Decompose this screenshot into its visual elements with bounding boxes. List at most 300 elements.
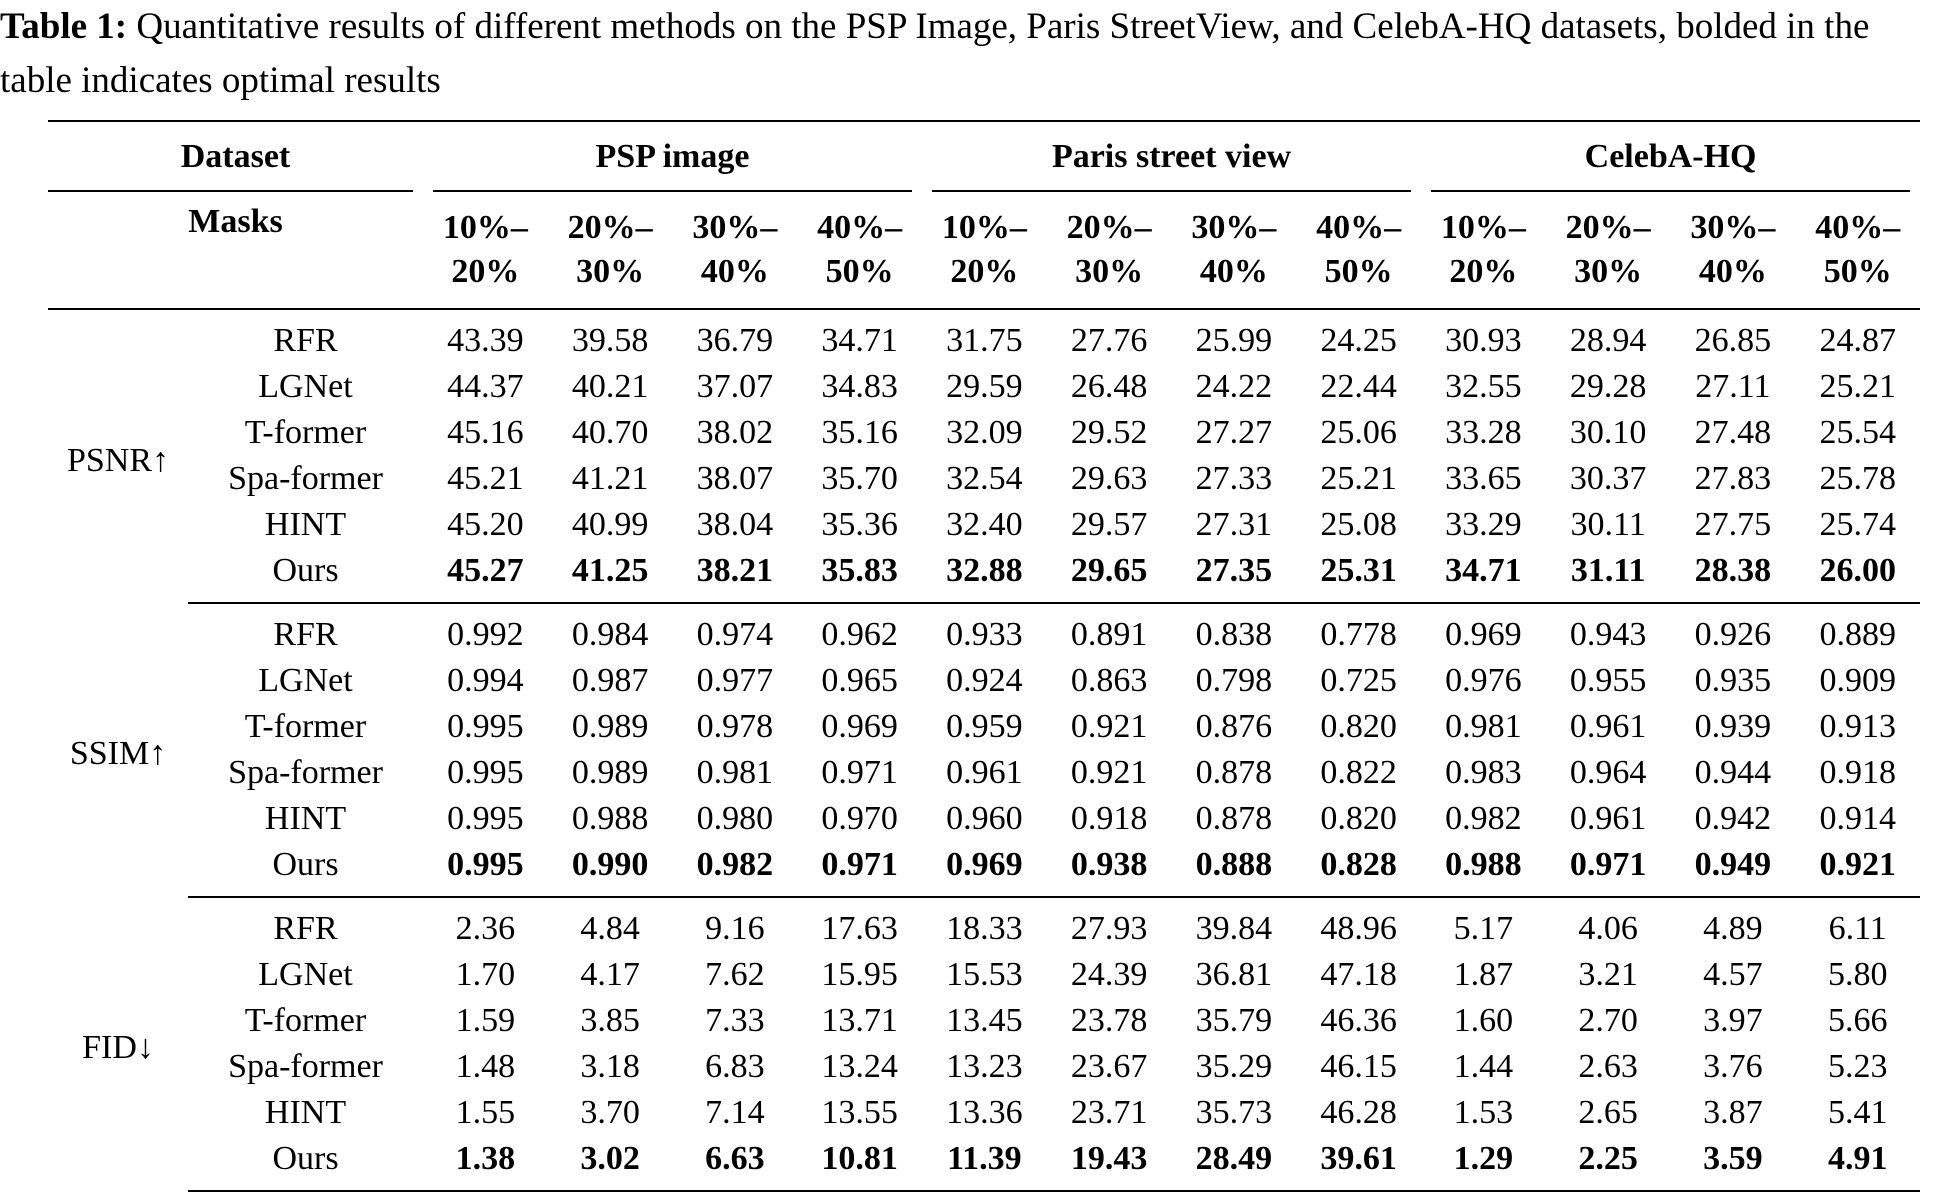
value-cell: 3.18 bbox=[580, 1048, 640, 1085]
mask-range-bottom: 30% bbox=[1574, 253, 1643, 290]
value-cell: 27.76 bbox=[1070, 322, 1148, 359]
dataset-name: CelebA-HQ bbox=[1584, 138, 1757, 175]
mask-range-bottom: 40% bbox=[1698, 253, 1767, 290]
value-cell: 0.982 bbox=[1445, 800, 1522, 837]
mask-range-header bbox=[1172, 192, 1297, 309]
dataset-header-row bbox=[48, 121, 1920, 192]
value-cell: 35.29 bbox=[1195, 1048, 1273, 1085]
value-cell: 0.913 bbox=[1819, 708, 1896, 745]
value-cell: 33.29 bbox=[1445, 506, 1522, 543]
mask-range-header bbox=[1671, 192, 1796, 309]
mask-range-top: 30%– bbox=[1191, 209, 1277, 246]
value-cell: 38.21 bbox=[673, 548, 798, 603]
value-cell: 36.79 bbox=[696, 322, 774, 359]
value-cell: 0.981 bbox=[696, 754, 774, 791]
value-cell: 0.924 bbox=[946, 662, 1023, 699]
value-cell: 0.961 bbox=[1569, 708, 1647, 745]
dataset-header-psp bbox=[423, 121, 922, 192]
value-cell: 25.99 bbox=[1195, 322, 1273, 359]
value-cell: 0.820 bbox=[1320, 800, 1397, 837]
value-cell: 0.976 bbox=[1445, 662, 1522, 699]
method-name: LGNet bbox=[258, 956, 353, 993]
method-name: T-former bbox=[244, 414, 367, 451]
method-name: RFR bbox=[273, 322, 338, 359]
mask-range-top: 10%– bbox=[442, 209, 528, 246]
value-cell: 0.984 bbox=[571, 616, 649, 653]
value-cell: 30.93 bbox=[1445, 322, 1522, 359]
mask-range-header bbox=[797, 192, 922, 309]
mask-range-top: 20%– bbox=[1565, 209, 1651, 246]
mask-range-header bbox=[423, 192, 548, 309]
value-cell: 0.828 bbox=[1296, 842, 1421, 897]
value-cell: 27.33 bbox=[1195, 460, 1273, 497]
method-name: LGNet bbox=[258, 662, 353, 699]
value-cell: 35.16 bbox=[821, 414, 898, 451]
mask-range-top: 40%– bbox=[817, 209, 903, 246]
value-cell: 0.943 bbox=[1569, 616, 1647, 653]
value-cell: 3.76 bbox=[1703, 1048, 1763, 1085]
value-cell: 15.53 bbox=[946, 956, 1023, 993]
value-cell: 3.70 bbox=[580, 1094, 640, 1131]
value-cell: 0.995 bbox=[423, 842, 548, 897]
value-cell: 0.971 bbox=[821, 754, 898, 791]
table-row bbox=[48, 704, 1920, 750]
masks-header: Masks bbox=[48, 192, 423, 309]
value-cell: 23.78 bbox=[1070, 1002, 1148, 1039]
value-cell: 1.38 bbox=[423, 1136, 548, 1191]
mask-range-top: 30%– bbox=[1690, 209, 1776, 246]
value-cell: 4.91 bbox=[1795, 1136, 1920, 1191]
table-row bbox=[48, 952, 1920, 998]
value-cell: 3.02 bbox=[548, 1136, 673, 1191]
value-cell: 9.16 bbox=[705, 910, 765, 947]
method-name: LGNet bbox=[258, 368, 353, 405]
mask-range-header bbox=[548, 192, 673, 309]
value-cell: 35.79 bbox=[1195, 1002, 1273, 1039]
value-cell: 29.65 bbox=[1047, 548, 1172, 603]
mask-range-top: 20%– bbox=[567, 209, 653, 246]
value-cell: 0.822 bbox=[1320, 754, 1397, 791]
value-cell: 19.43 bbox=[1047, 1136, 1172, 1191]
dataset-header-paris bbox=[922, 121, 1421, 192]
value-cell: 0.918 bbox=[1819, 754, 1896, 791]
value-cell: 34.71 bbox=[1421, 548, 1546, 603]
dataset-name: PSP image bbox=[595, 138, 750, 175]
value-cell: 0.889 bbox=[1819, 616, 1896, 653]
table-row bbox=[48, 309, 1920, 364]
value-cell: 0.995 bbox=[447, 708, 524, 745]
value-cell: 0.725 bbox=[1320, 662, 1397, 699]
value-cell: 24.87 bbox=[1819, 322, 1896, 359]
value-cell: 0.926 bbox=[1694, 616, 1772, 653]
value-cell: 43.39 bbox=[447, 322, 524, 359]
mask-range-header bbox=[1546, 192, 1671, 309]
value-cell: 0.969 bbox=[922, 842, 1047, 897]
value-cell: 7.14 bbox=[705, 1094, 765, 1131]
value-cell: 0.939 bbox=[1694, 708, 1772, 745]
value-cell: 25.08 bbox=[1320, 506, 1397, 543]
table-row bbox=[48, 410, 1920, 456]
value-cell: 3.97 bbox=[1703, 1002, 1763, 1039]
value-cell: 0.994 bbox=[447, 662, 524, 699]
value-cell: 26.48 bbox=[1070, 368, 1148, 405]
value-cell: 0.933 bbox=[946, 616, 1023, 653]
mask-range-bottom: 50% bbox=[1823, 253, 1892, 290]
value-cell: 31.75 bbox=[946, 322, 1023, 359]
value-cell: 3.87 bbox=[1703, 1094, 1763, 1131]
table-row bbox=[48, 897, 1920, 952]
value-cell: 1.87 bbox=[1453, 956, 1514, 993]
value-cell: 0.962 bbox=[821, 616, 898, 653]
value-cell: 40.70 bbox=[571, 414, 649, 451]
method-name: Ours bbox=[188, 842, 423, 897]
mask-range-bottom: 30% bbox=[1075, 253, 1144, 290]
value-cell: 33.28 bbox=[1445, 414, 1522, 451]
table-row bbox=[48, 750, 1920, 796]
value-cell: 0.992 bbox=[447, 616, 524, 653]
value-cell: 25.06 bbox=[1320, 414, 1397, 451]
value-cell: 0.969 bbox=[1445, 616, 1522, 653]
value-cell: 0.949 bbox=[1671, 842, 1796, 897]
value-cell: 13.24 bbox=[821, 1048, 898, 1085]
value-cell: 0.989 bbox=[571, 754, 649, 791]
value-cell: 25.31 bbox=[1296, 548, 1421, 603]
mask-range-header bbox=[1047, 192, 1172, 309]
value-cell: 0.977 bbox=[696, 662, 774, 699]
value-cell: 1.70 bbox=[455, 956, 516, 993]
mask-range-header bbox=[922, 192, 1047, 309]
value-cell: 3.85 bbox=[580, 1002, 640, 1039]
method-name: RFR bbox=[273, 910, 338, 947]
value-cell: 0.891 bbox=[1070, 616, 1148, 653]
dataset-name: Paris street view bbox=[1051, 138, 1292, 175]
value-cell: 13.45 bbox=[946, 1002, 1023, 1039]
value-cell: 24.22 bbox=[1195, 368, 1273, 405]
value-cell: 40.21 bbox=[571, 368, 649, 405]
value-cell: 0.888 bbox=[1172, 842, 1297, 897]
value-cell: 1.53 bbox=[1453, 1094, 1514, 1131]
value-cell: 0.961 bbox=[1569, 800, 1647, 837]
value-cell: 27.11 bbox=[1695, 368, 1771, 405]
value-cell: 2.70 bbox=[1578, 1002, 1638, 1039]
method-name: HINT bbox=[264, 1094, 347, 1131]
value-cell: 3.21 bbox=[1578, 956, 1638, 993]
table-row bbox=[48, 1090, 1920, 1136]
value-cell: 4.06 bbox=[1578, 910, 1638, 947]
value-cell: 41.25 bbox=[548, 548, 673, 603]
value-cell: 30.37 bbox=[1569, 460, 1647, 497]
mask-range-top: 30%– bbox=[692, 209, 778, 246]
value-cell: 44.37 bbox=[447, 368, 524, 405]
value-cell: 22.44 bbox=[1320, 368, 1397, 405]
value-cell: 46.15 bbox=[1320, 1048, 1397, 1085]
value-cell: 29.59 bbox=[946, 368, 1023, 405]
value-cell: 38.07 bbox=[696, 460, 774, 497]
value-cell: 0.988 bbox=[1421, 842, 1546, 897]
value-cell: 17.63 bbox=[821, 910, 898, 947]
value-cell: 0.974 bbox=[696, 616, 774, 653]
value-cell: 0.838 bbox=[1195, 616, 1273, 653]
method-name: RFR bbox=[273, 616, 338, 653]
mask-range-bottom: 20% bbox=[1449, 253, 1518, 290]
value-cell: 25.21 bbox=[1819, 368, 1896, 405]
value-cell: 0.978 bbox=[696, 708, 774, 745]
value-cell: 27.31 bbox=[1195, 506, 1273, 543]
value-cell: 37.07 bbox=[696, 368, 774, 405]
value-cell: 1.60 bbox=[1453, 1002, 1514, 1039]
value-cell: 0.876 bbox=[1195, 708, 1273, 745]
value-cell: 34.71 bbox=[821, 322, 898, 359]
value-cell: 28.94 bbox=[1569, 322, 1647, 359]
value-cell: 0.863 bbox=[1070, 662, 1148, 699]
mask-range-header bbox=[673, 192, 798, 309]
method-name: Ours bbox=[188, 548, 423, 603]
value-cell: 32.40 bbox=[946, 506, 1023, 543]
value-cell: 0.971 bbox=[1546, 842, 1671, 897]
value-cell: 33.65 bbox=[1445, 460, 1522, 497]
value-cell: 0.990 bbox=[548, 842, 673, 897]
value-cell: 11.39 bbox=[922, 1136, 1047, 1191]
value-cell: 0.983 bbox=[1445, 754, 1522, 791]
value-cell: 26.85 bbox=[1694, 322, 1772, 359]
value-cell: 30.11 bbox=[1570, 506, 1646, 543]
metric-label: SSIM↑ bbox=[69, 735, 167, 772]
value-cell: 5.80 bbox=[1827, 956, 1888, 993]
value-cell: 0.988 bbox=[571, 800, 649, 837]
value-cell: 0.995 bbox=[447, 754, 524, 791]
method-name: HINT bbox=[264, 506, 347, 543]
value-cell: 26.00 bbox=[1795, 548, 1920, 603]
value-cell: 25.54 bbox=[1819, 414, 1896, 451]
value-cell: 0.971 bbox=[797, 842, 922, 897]
value-cell: 45.27 bbox=[423, 548, 548, 603]
method-name: T-former bbox=[244, 708, 367, 745]
value-cell: 0.964 bbox=[1569, 754, 1647, 791]
table-caption bbox=[0, 0, 1950, 108]
value-cell: 27.75 bbox=[1694, 506, 1772, 543]
value-cell: 3.59 bbox=[1671, 1136, 1796, 1191]
value-cell: 36.81 bbox=[1195, 956, 1273, 993]
method-name: Spa-former bbox=[228, 754, 383, 791]
value-cell: 25.78 bbox=[1819, 460, 1896, 497]
mask-range-bottom: 20% bbox=[451, 253, 520, 290]
value-cell: 0.798 bbox=[1195, 662, 1273, 699]
method-name: Spa-former bbox=[228, 1048, 383, 1085]
value-cell: 23.67 bbox=[1070, 1048, 1148, 1085]
value-cell: 0.961 bbox=[946, 754, 1023, 791]
value-cell: 13.23 bbox=[946, 1048, 1023, 1085]
value-cell: 0.980 bbox=[696, 800, 774, 837]
value-cell: 39.84 bbox=[1195, 910, 1273, 947]
mask-range-header bbox=[1296, 192, 1421, 309]
value-cell: 31.11 bbox=[1546, 548, 1671, 603]
value-cell: 6.83 bbox=[705, 1048, 765, 1085]
method-name: T-former bbox=[244, 1002, 367, 1039]
value-cell: 7.62 bbox=[705, 956, 765, 993]
value-cell: 0.942 bbox=[1694, 800, 1772, 837]
value-cell: 0.981 bbox=[1445, 708, 1522, 745]
value-cell: 34.83 bbox=[821, 368, 898, 405]
value-cell: 6.11 bbox=[1828, 910, 1887, 947]
table-row bbox=[48, 548, 1920, 603]
value-cell: 27.93 bbox=[1070, 910, 1148, 947]
dataset-header bbox=[48, 121, 423, 192]
value-cell: 29.28 bbox=[1569, 368, 1647, 405]
value-cell: 39.61 bbox=[1296, 1136, 1421, 1191]
method-name: HINT bbox=[264, 800, 347, 837]
value-cell: 32.54 bbox=[946, 460, 1023, 497]
table-row bbox=[48, 796, 1920, 842]
value-cell: 41.21 bbox=[571, 460, 649, 497]
mask-range-header bbox=[1421, 192, 1546, 309]
value-cell: 32.88 bbox=[922, 548, 1047, 603]
caption-text: Quantitative results of different methods on the PSP Image, Paris StreetView, and CelebA-HQ datasets, bolded in the table indicates optimal results bbox=[0, 6, 1870, 101]
mask-range-top: 10%– bbox=[1440, 209, 1526, 246]
value-cell: 0.989 bbox=[571, 708, 649, 745]
value-cell: 0.909 bbox=[1819, 662, 1896, 699]
metric-label: FID↓ bbox=[82, 1029, 154, 1066]
value-cell: 0.944 bbox=[1694, 754, 1772, 791]
mask-range-bottom: 40% bbox=[700, 253, 769, 290]
value-cell: 0.921 bbox=[1070, 708, 1148, 745]
metric-label: PSNR↑ bbox=[66, 441, 170, 479]
value-cell: 30.10 bbox=[1569, 414, 1647, 451]
value-cell: 18.33 bbox=[946, 910, 1023, 947]
value-cell: 32.09 bbox=[946, 414, 1023, 451]
value-cell: 27.48 bbox=[1694, 414, 1772, 451]
value-cell: 0.938 bbox=[1047, 842, 1172, 897]
value-cell: 13.55 bbox=[821, 1094, 898, 1131]
table-row bbox=[48, 998, 1920, 1044]
value-cell: 0.914 bbox=[1819, 800, 1896, 837]
value-cell: 4.84 bbox=[580, 910, 640, 947]
value-cell: 4.17 bbox=[580, 956, 640, 993]
value-cell: 47.18 bbox=[1320, 956, 1397, 993]
value-cell: 5.41 bbox=[1827, 1094, 1888, 1131]
value-cell: 0.969 bbox=[821, 708, 898, 745]
value-cell: 25.21 bbox=[1320, 460, 1397, 497]
value-cell: 24.25 bbox=[1320, 322, 1397, 359]
table-row bbox=[48, 1044, 1920, 1090]
value-cell: 1.59 bbox=[455, 1002, 516, 1039]
value-cell: 0.982 bbox=[673, 842, 798, 897]
table-row bbox=[48, 603, 1920, 658]
value-cell: 0.921 bbox=[1070, 754, 1148, 791]
value-cell: 29.52 bbox=[1070, 414, 1148, 451]
value-cell: 7.33 bbox=[705, 1002, 765, 1039]
table-row bbox=[48, 658, 1920, 704]
value-cell: 0.878 bbox=[1195, 754, 1273, 791]
mask-range-bottom: 50% bbox=[1324, 253, 1393, 290]
value-cell: 4.57 bbox=[1703, 956, 1763, 993]
value-cell: 45.16 bbox=[447, 414, 524, 451]
value-cell: 13.36 bbox=[946, 1094, 1023, 1131]
mask-range-bottom: 40% bbox=[1199, 253, 1268, 290]
value-cell: 5.17 bbox=[1453, 910, 1514, 947]
dataset-label: Dataset bbox=[180, 138, 291, 175]
mask-range-top: 10%– bbox=[941, 209, 1027, 246]
value-cell: 0.970 bbox=[821, 800, 898, 837]
value-cell: 15.95 bbox=[821, 956, 898, 993]
value-cell: 6.63 bbox=[673, 1136, 798, 1191]
value-cell: 27.27 bbox=[1195, 414, 1273, 451]
value-cell: 40.99 bbox=[571, 506, 649, 543]
value-cell: 39.58 bbox=[571, 322, 649, 359]
value-cell: 5.66 bbox=[1827, 1002, 1888, 1039]
value-cell: 38.04 bbox=[696, 506, 774, 543]
value-cell: 0.960 bbox=[946, 800, 1023, 837]
value-cell: 23.71 bbox=[1070, 1094, 1148, 1131]
value-cell: 10.81 bbox=[797, 1136, 922, 1191]
table-body bbox=[48, 309, 1920, 1191]
value-cell: 0.987 bbox=[571, 662, 649, 699]
mask-range-bottom: 30% bbox=[576, 253, 645, 290]
table-row bbox=[48, 456, 1920, 502]
mask-range-bottom: 50% bbox=[825, 253, 894, 290]
value-cell: 0.959 bbox=[946, 708, 1023, 745]
value-cell: 24.39 bbox=[1070, 956, 1148, 993]
value-cell: 0.778 bbox=[1320, 616, 1397, 653]
mask-range-bottom: 20% bbox=[950, 253, 1019, 290]
value-cell: 1.29 bbox=[1421, 1136, 1546, 1191]
value-cell: 2.65 bbox=[1578, 1094, 1638, 1131]
value-cell: 29.63 bbox=[1070, 460, 1148, 497]
value-cell: 0.935 bbox=[1694, 662, 1772, 699]
value-cell: 35.73 bbox=[1195, 1094, 1273, 1131]
mask-range-top: 40%– bbox=[1815, 209, 1901, 246]
table-row bbox=[48, 364, 1920, 410]
value-cell: 48.96 bbox=[1320, 910, 1397, 947]
mask-range-top: 20%– bbox=[1066, 209, 1152, 246]
table-row bbox=[48, 502, 1920, 548]
value-cell: 35.36 bbox=[821, 506, 898, 543]
value-cell: 5.23 bbox=[1827, 1048, 1888, 1085]
value-cell: 13.71 bbox=[821, 1002, 898, 1039]
value-cell: 1.44 bbox=[1453, 1048, 1514, 1085]
value-cell: 29.57 bbox=[1070, 506, 1148, 543]
value-cell: 2.25 bbox=[1546, 1136, 1671, 1191]
value-cell: 0.955 bbox=[1569, 662, 1647, 699]
mask-range-top: 40%– bbox=[1316, 209, 1402, 246]
dataset-header-celeba bbox=[1421, 121, 1920, 192]
value-cell: 28.38 bbox=[1671, 548, 1796, 603]
method-name: Spa-former bbox=[228, 460, 383, 497]
value-cell: 27.35 bbox=[1172, 548, 1297, 603]
mask-range-header bbox=[1795, 192, 1920, 309]
value-cell: 1.55 bbox=[455, 1094, 516, 1131]
value-cell: 35.83 bbox=[797, 548, 922, 603]
caption-label: Table 1: bbox=[0, 6, 128, 47]
value-cell: 1.48 bbox=[455, 1048, 516, 1085]
value-cell: 2.36 bbox=[455, 910, 516, 947]
method-name: Ours bbox=[188, 1136, 423, 1191]
value-cell: 25.74 bbox=[1819, 506, 1896, 543]
value-cell: 0.878 bbox=[1195, 800, 1273, 837]
table-row bbox=[48, 1136, 1920, 1191]
value-cell: 45.21 bbox=[447, 460, 524, 497]
value-cell: 0.820 bbox=[1320, 708, 1397, 745]
value-cell: 0.995 bbox=[447, 800, 524, 837]
value-cell: 38.02 bbox=[696, 414, 774, 451]
value-cell: 46.36 bbox=[1320, 1002, 1397, 1039]
mask-header-row bbox=[48, 192, 1920, 309]
table-row bbox=[48, 842, 1920, 897]
value-cell: 2.63 bbox=[1578, 1048, 1638, 1085]
value-cell: 45.20 bbox=[447, 506, 524, 543]
value-cell: 0.921 bbox=[1795, 842, 1920, 897]
value-cell: 46.28 bbox=[1320, 1094, 1397, 1131]
value-cell: 0.965 bbox=[821, 662, 898, 699]
